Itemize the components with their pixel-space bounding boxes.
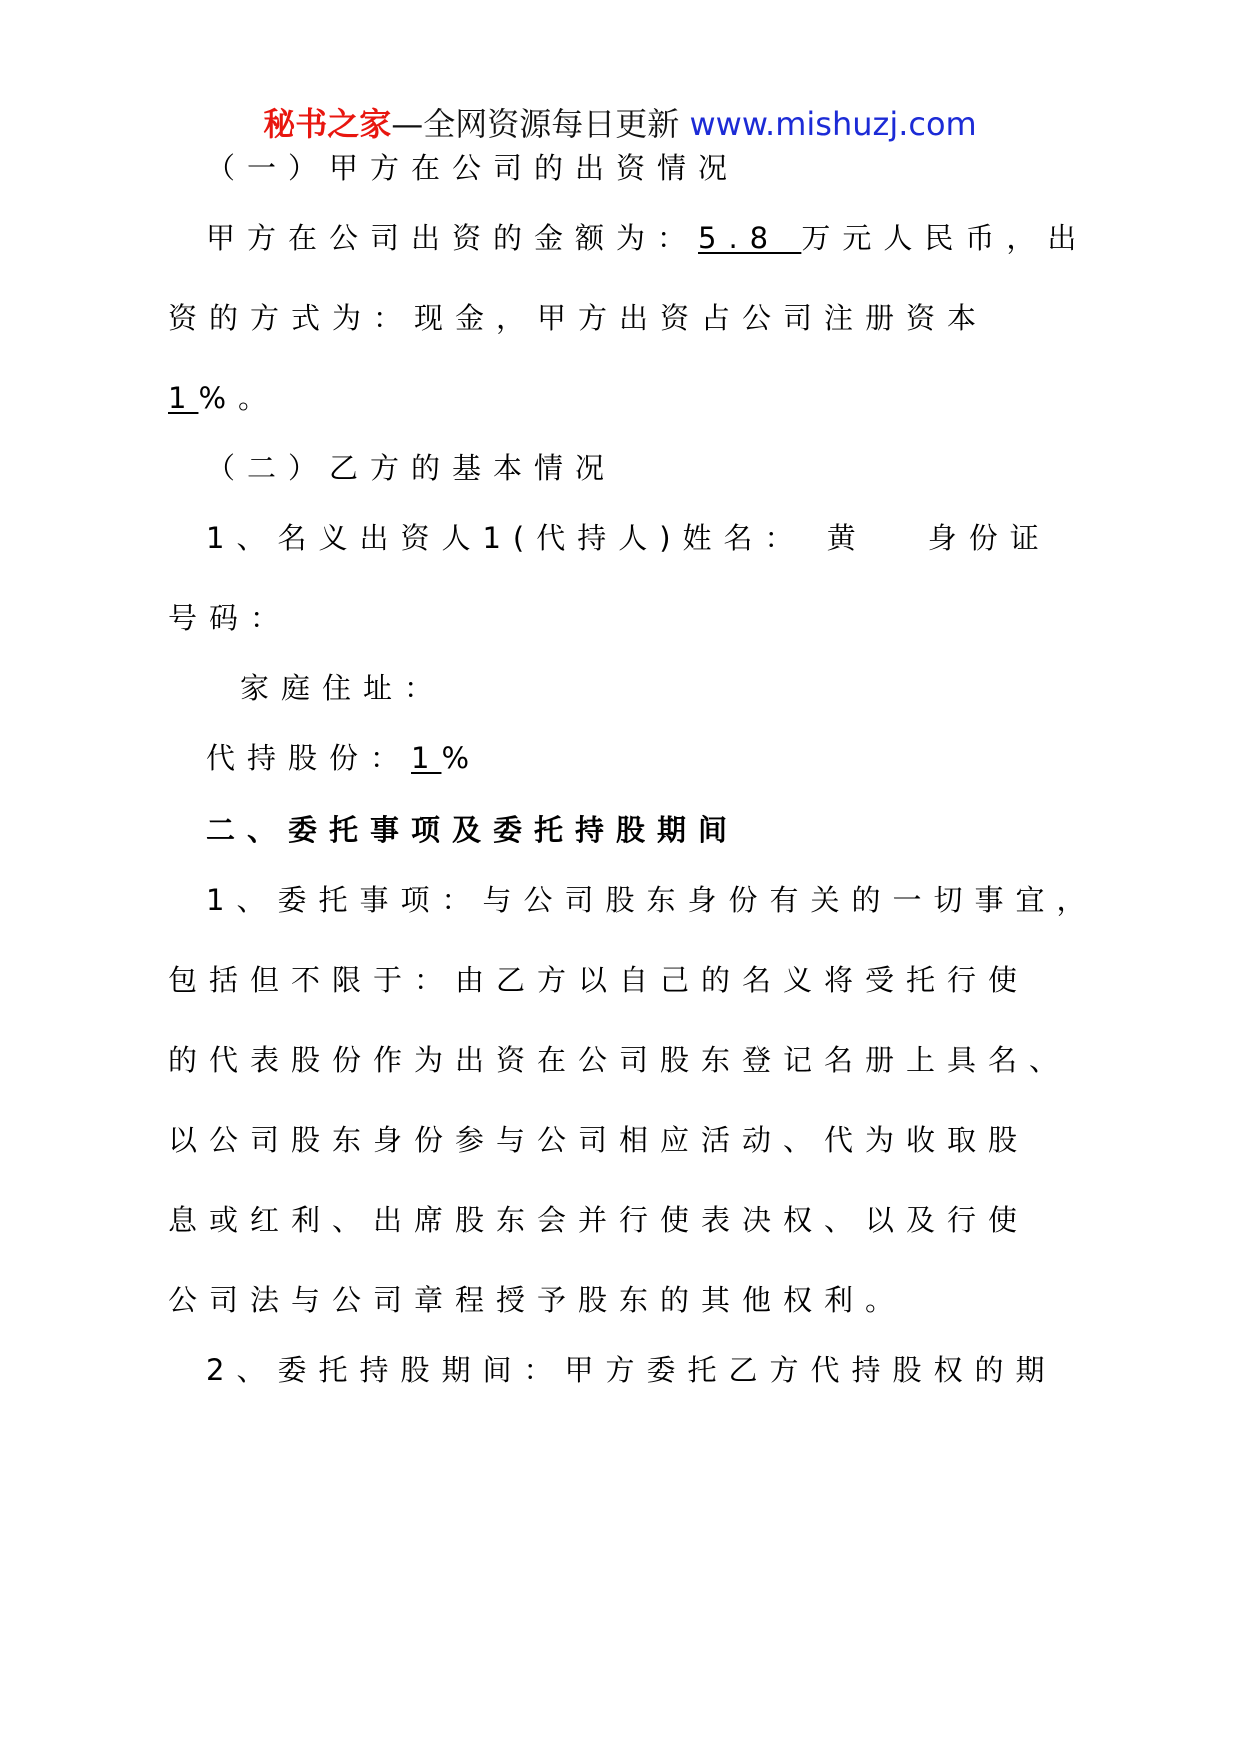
text-segment: 甲方在公司出资的金额为： [206, 221, 699, 255]
text-segment: %。 [198, 381, 280, 415]
text-segment: 代持股份： [206, 741, 412, 775]
site-tagline: —全网资源每日更新 [391, 105, 680, 143]
amount-value: 5.8 [698, 221, 802, 255]
site-header [0, 100, 1240, 148]
paragraph-line [206, 518, 1051, 558]
text-segment: 1、名义出资人1(代持人)姓名： 黄 [206, 521, 868, 555]
text-segment: 万元人民币，出 [801, 221, 1089, 255]
share-percent-value: 1 [411, 741, 442, 775]
paragraph-line: 1、委托事项：与公司股东身份有关的一切事宜， [206, 883, 1098, 917]
site-brand: 秘书之家 [263, 105, 392, 143]
paragraph-line [206, 738, 481, 778]
paragraph-line [168, 378, 279, 418]
paragraph-line: 息或红利、出席股东会并行使表决权、以及行使 [168, 1203, 1030, 1237]
section-heading-party-b: （二）乙方的基本情况 [206, 451, 617, 485]
text-segment: 身份证 [927, 521, 1051, 555]
paragraph-line [206, 218, 1088, 258]
paragraph-line: 公司法与公司章程授予股东的其他权利。 [168, 1283, 907, 1317]
paragraph-line: 资的方式为：现金，甲方出资占公司注册资本 [168, 301, 989, 335]
paragraph-line: 包括但不限于：由乙方以自己的名义将受托行使 [168, 963, 1030, 997]
paragraph-line: 以公司股东身份参与公司相应活动、代为收取股 [168, 1123, 1030, 1157]
section-heading-party-a: （一）甲方在公司的出资情况 [206, 151, 740, 185]
paragraph-line: 的代表股份作为出资在公司股东登记名册上具名、 [168, 1043, 1071, 1077]
section-heading-entrustment: 二、委托事项及委托持股期间 [206, 813, 740, 847]
paragraph-line: 号码： [168, 601, 292, 635]
paragraph-line: 2、委托持股期间：甲方委托乙方代持股权的期 [206, 1353, 1057, 1387]
percent-value: 1 [168, 381, 199, 415]
paragraph-line: 家庭住址： [240, 671, 446, 705]
text-segment: % [441, 741, 482, 775]
site-url-link[interactable]: www.mishuzj.com [689, 105, 977, 143]
